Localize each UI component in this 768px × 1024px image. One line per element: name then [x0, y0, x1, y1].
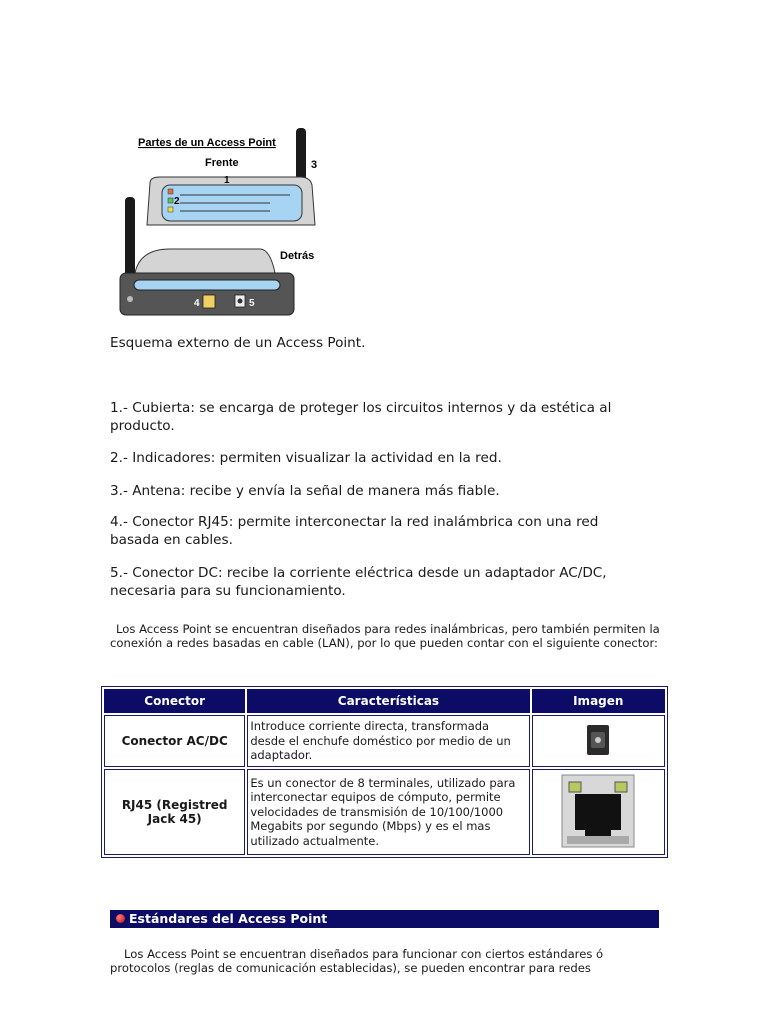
back-antenna	[125, 197, 135, 277]
part-item-4: 4.- Conector RJ45: permite interconectar la red inalámbrica con una red basada en cables.	[110, 514, 599, 548]
label-4: 4	[194, 298, 200, 309]
header-conector: Conector	[104, 689, 245, 713]
screw-icon	[127, 296, 133, 302]
part-item-3: 3.- Antena: recibe y envía la señal de manera más fiable.	[110, 483, 500, 499]
back-cover	[135, 249, 275, 273]
connector-desc: Es un conector de 8 terminales, utilizado para interconectar equipos de cómputo, permite velocidades de transmisión de 10/100/1000 Megabits por segundo (Mbps) y es el mas utilizado actualmente.	[247, 769, 529, 855]
led-orange	[168, 189, 173, 194]
connector-desc: Introduce corriente directa, transformada desde el enchufe doméstico por medio de un adaptador.	[247, 715, 529, 767]
part-item-5: 5.- Conector DC: recibe la corriente eléctrica desde un adaptador AC/DC, necesaria para su funcionamiento.	[110, 565, 607, 599]
label-5: 5	[249, 298, 255, 309]
bullet-icon	[116, 914, 125, 923]
rj45-connector-image	[532, 769, 665, 855]
back-light-strip	[134, 280, 280, 290]
part-item-2: 2.- Indicadores: permiten visualizar la actividad en la red.	[110, 450, 502, 466]
label-3: 3	[311, 159, 318, 171]
label-2: 2	[174, 196, 180, 207]
back-label: Detrás	[280, 250, 315, 262]
diagram-caption: Esquema externo de un Access Point.	[110, 335, 366, 351]
intro-paragraph: Los Access Point se encuentran diseñados para redes inalámbricas, pero también permiten la conexión a redes basadas en cable (LAN), por lo que pueden contar con el siguiente conector:	[110, 622, 660, 650]
label-1: 1	[224, 175, 230, 186]
table-header-row	[104, 689, 665, 713]
front-label: Frente	[205, 157, 239, 169]
ac-dc-connector-image	[532, 715, 665, 767]
standards-heading-bar	[110, 910, 659, 928]
access-point-diagram	[110, 125, 335, 320]
table-row	[104, 769, 665, 855]
table-row	[104, 715, 665, 767]
led-green	[168, 198, 173, 203]
header-caracteristicas: Características	[247, 689, 529, 713]
diagram-title: Partes de un Access Point	[138, 137, 276, 149]
header-imagen: Imagen	[532, 689, 665, 713]
standards-paragraph: Los Access Point se encuentran diseñados para funcionar con ciertos estándares ó protocolos (reglas de comunicación establecidas), se pueden encontrar para redes	[110, 947, 604, 975]
standards-heading: Estándares del Access Point	[129, 911, 328, 926]
led-yellow	[168, 207, 173, 212]
rj45-port-icon	[203, 295, 215, 308]
part-item-1: 1.- Cubierta: se encarga de proteger los circuitos internos y da estética al producto.	[110, 400, 612, 434]
connector-table	[101, 686, 668, 858]
front-antenna	[296, 128, 306, 180]
back-panel	[120, 273, 294, 315]
connector-name: RJ45 (Registred Jack 45)	[104, 769, 245, 855]
connector-name: Conector AC/DC	[104, 715, 245, 767]
